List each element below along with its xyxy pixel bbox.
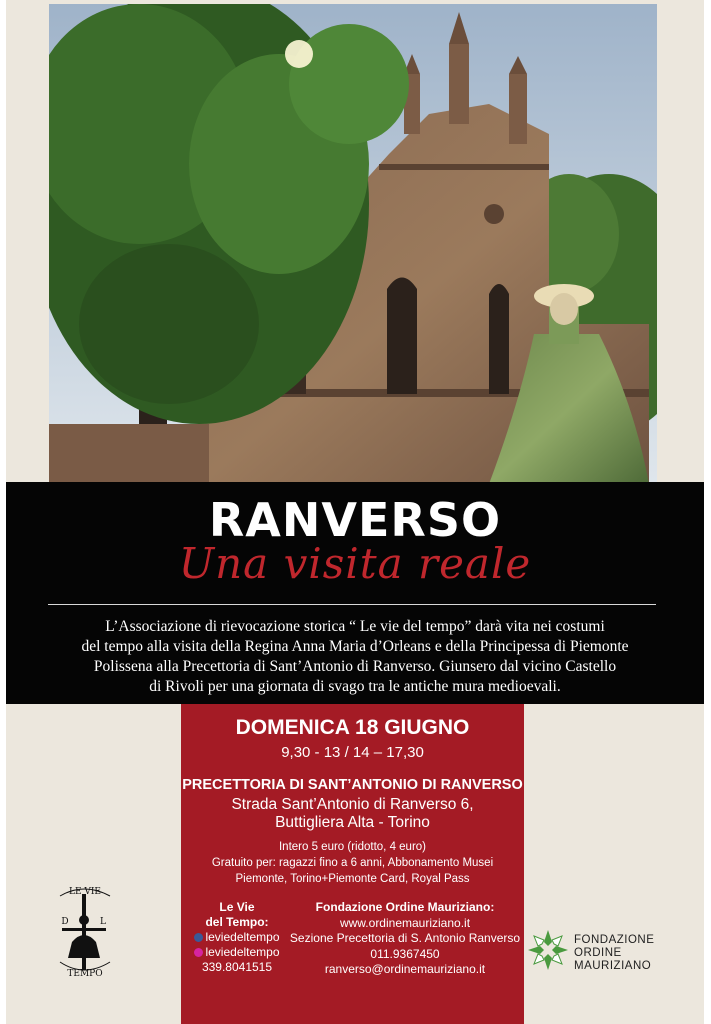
venue-name: PRECETTORIA DI SANT’ANTONIO DI RANVERSO [182,777,523,793]
venue-address-line2: Buttigliera Alta - Torino [275,814,430,831]
event-hours: 9,30 - 13 / 14 – 17,30 [281,744,424,761]
church-photo [49,4,657,484]
website-link[interactable]: www.ordinemauriziano.it [339,915,471,930]
logo-bottom-text: TEMPO [67,969,103,979]
fondazione-ordine-mauriziano-logo [526,926,696,976]
instagram-link[interactable] [189,945,285,960]
fondazione-heading: Fondazione Ordine Mauriziano: [315,900,495,914]
le-vie-del-tempo-logo-mark [52,880,122,980]
intro-line: L’Associazione di rievocazione storica “ Le vie del tempo” darà vita nei costumi [105,618,605,635]
intro-line: di Rivoli per una giornata di svago tra le antiche mura medioevali. [149,678,561,695]
section-name: Sezione Precettoria di S. Antonio Ranverso [289,931,521,945]
fondazione-phone: 011.9367450 [370,946,440,961]
fondazione-logo-line: ORDINE [574,947,622,959]
facebook-handle: leviedeltempo [205,930,280,944]
event-title: RANVERSO [208,493,502,547]
logo-mid-right: L [100,917,106,927]
instagram-icon [194,948,203,957]
poster [6,0,704,1024]
venue-address-line1: Strada Sant’Antonio di Ranverso 6, [231,796,474,813]
fondazione-contacts [289,900,521,978]
facebook-icon [194,933,203,942]
levie-contacts [189,900,285,975]
fondazione-logo-line: FONDAZIONE [574,934,655,946]
email-link[interactable]: ranverso@ordinemauriziano.it [324,962,486,976]
levie-heading: del Tempo: [205,915,269,929]
divider [48,604,656,605]
church-photo-illustration [49,4,657,484]
event-details-panel [181,704,524,1024]
intro-line: del tempo alla visita della Regina Anna Maria d’Orleans e della Principessa di Piemonte [81,638,629,655]
levie-heading: Le Vie [219,900,255,914]
intro-text [66,617,644,697]
logo-top-text: LE VIE [68,887,102,897]
event-date: DOMENICA 18 GIUGNO [235,716,470,739]
price-line: Gratuito per: ragazzi fino a 6 anni, Abbonamento Musei [211,857,494,869]
price-line: Piemonte, Torino+Piemonte Card, Royal Pass [235,873,470,885]
instagram-handle: leviedeltempo [205,945,280,959]
mauritian-cross-icon [526,928,570,972]
intro-line: Polissena alla Precettoria di Sant’Antonio di Ranverso. Giunsero dal vicino Castello [93,658,617,675]
fondazione-logo-text [574,934,654,973]
price-line: Intero 5 euro (ridotto, 4 euro) [278,841,427,853]
fondazione-logo-line: MAURIZIANO [574,960,652,972]
event-subtitle: Una visita reale [178,539,532,588]
le-vie-del-tempo-logo [52,880,122,980]
facebook-link[interactable] [189,930,285,945]
logo-mid-left: D [61,917,69,927]
levie-phone: 339.8041515 [201,960,273,974]
